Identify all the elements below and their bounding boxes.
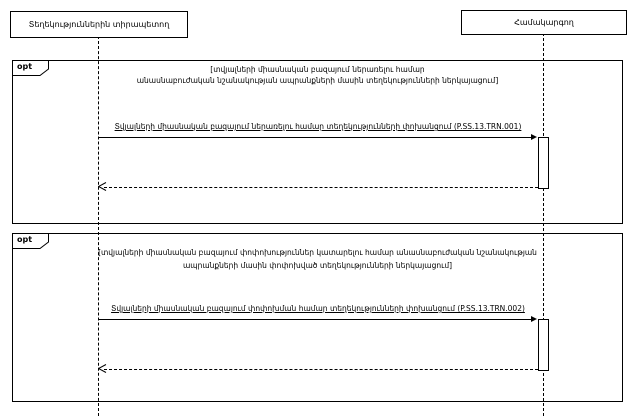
activation-bar-2: [538, 319, 549, 371]
activation-bar-1: [538, 137, 549, 189]
message-label-2: Տվյալների միասնական բազայում փոփոխման համար տեղեկությունների փոխանցում (P.SS.13.TRN.002): [111, 304, 525, 313]
opt-frame-1: [12, 60, 623, 224]
message-arrow-1: [99, 137, 531, 138]
opt-operator-text-1: opt: [17, 62, 33, 71]
return-arrow-2: [104, 369, 538, 370]
guard-condition-line1: [տվյալների միասնական բազայում փոփոխություններ կատարելու համար անասնաբուժական նշանակության: [98, 248, 537, 257]
guard-condition-line1: [տվյալների միասնական բազայում ներառելու համար: [210, 65, 425, 74]
arrowhead-icon: [531, 134, 537, 140]
message-arrow-2: [99, 319, 531, 320]
return-arrow-1: [104, 187, 538, 188]
message-label-1: Տվյալների միասնական բազայում ներառելու համար տեղեկությունների փոխանցում (P.SS.13.TRN.001): [114, 122, 522, 131]
guard-condition-line2: ապրանքների մասին փոփոխված տեղեկությունների ներկայացում]: [182, 261, 453, 270]
open-arrowhead-icon: [98, 364, 107, 373]
arrowhead-icon: [531, 316, 537, 322]
open-arrowhead-icon: [98, 182, 107, 191]
guard-condition-line2: անասնաբուժական նշանակության ապրանքների մասին տեղեկությունների ներկայացում]: [136, 76, 499, 85]
actor-information-owner: Տեղեկություններին տիրապետող: [10, 11, 188, 38]
actor-coordinator: Համակարգող: [461, 10, 627, 35]
opt-operator-text-2: opt: [17, 235, 33, 244]
